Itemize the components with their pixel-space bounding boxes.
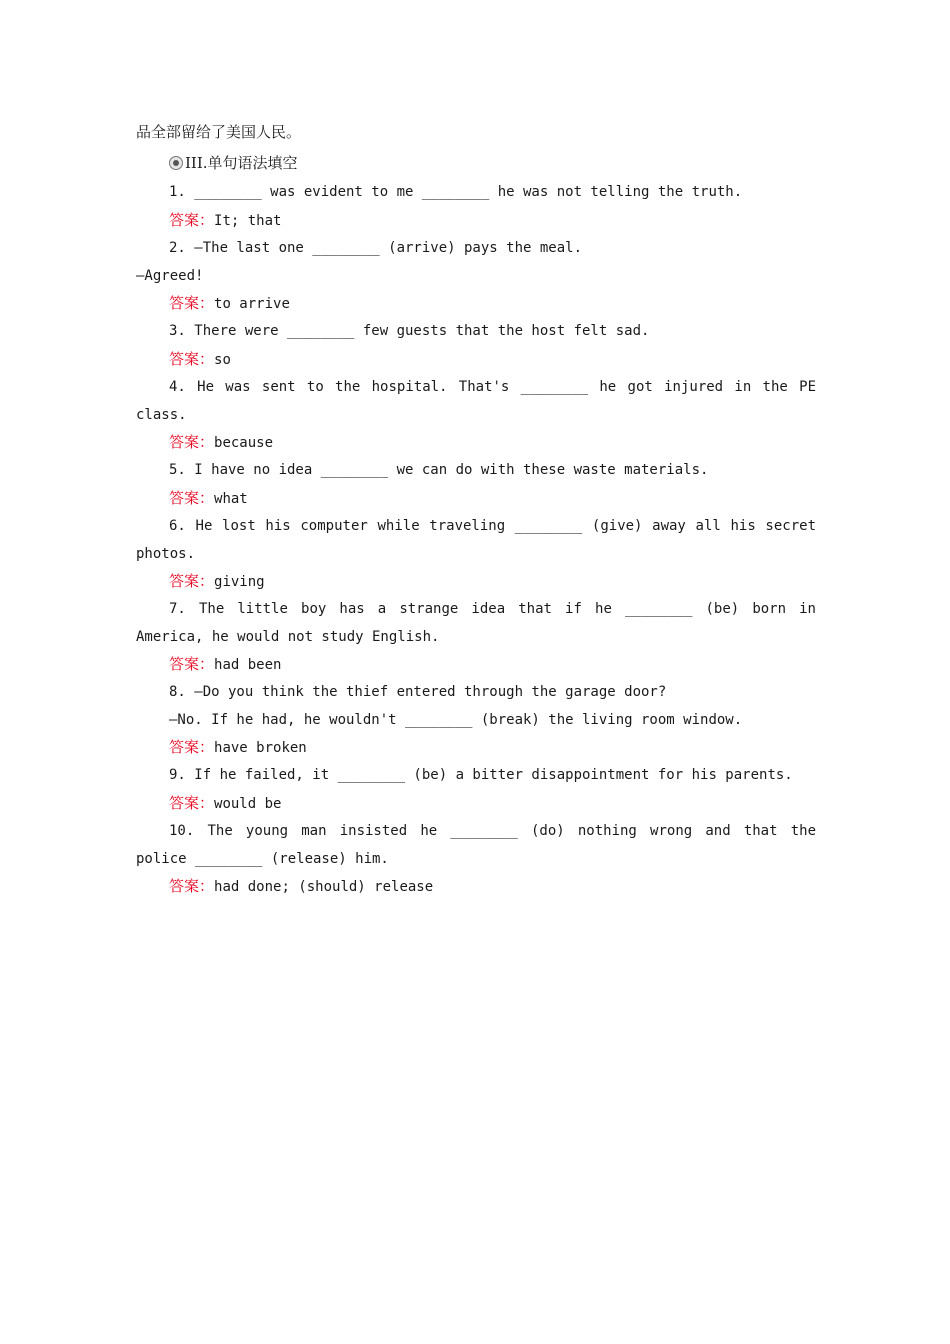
answer-text: It; that [214, 213, 282, 229]
question-4-cont: class. [136, 407, 187, 423]
intro-text: 品全部留给了美国人民。 [136, 123, 302, 141]
section-heading [169, 153, 816, 173]
question-10: 10. The young man insisted he ________ (do) nothing wrong and that the [169, 823, 816, 839]
answer-text: what [214, 491, 248, 507]
answer-text: so [214, 352, 231, 368]
section-heading-text: III.单句语法填空 [185, 154, 298, 172]
radio-bullet-icon [169, 156, 183, 170]
answer-text: giving [214, 574, 265, 590]
answer-label: 答案： [169, 877, 215, 895]
answer-10 [169, 876, 816, 897]
answer-text: have broken [214, 740, 307, 756]
answer-label: 答案： [169, 211, 215, 229]
question-1: 1. ________ was evident to me ________ he was not telling the truth. [169, 184, 743, 200]
answer-text: because [214, 435, 274, 451]
answer-9 [169, 793, 816, 814]
answer-label: 答案： [169, 350, 215, 368]
answer-text: to arrive [214, 296, 290, 312]
answer-text: had done; (should) release [214, 879, 434, 895]
answer-3 [169, 349, 816, 370]
question-6: 6. He lost his computer while traveling ________ (give) away all his secret [169, 518, 816, 534]
question-8-reply: —No. If he had, he wouldn't ________ (break) the living room window. [169, 712, 743, 728]
question-10-cont: police ________ (release) him. [136, 851, 389, 867]
question-8: 8. —Do you think the thief entered through the garage door? [169, 684, 667, 700]
answer-label: 答案： [169, 489, 215, 507]
answer-text: had been [214, 657, 282, 673]
answer-6 [169, 571, 816, 592]
question-7-cont: America, he would not study English. [136, 629, 440, 645]
question-9: 9. If he failed, it ________ (be) a bitter disappointment for his parents. [169, 767, 793, 783]
answer-1 [169, 210, 816, 231]
answer-label: 答案： [169, 572, 215, 590]
answer-label: 答案： [169, 655, 215, 673]
answer-label: 答案： [169, 794, 215, 812]
question-3: 3. There were ________ few guests that the host felt sad. [169, 323, 650, 339]
answer-label: 答案： [169, 294, 215, 312]
answer-text: would be [214, 796, 282, 812]
answer-label: 答案： [169, 433, 215, 451]
answer-label: 答案： [169, 738, 215, 756]
answer-5 [169, 488, 816, 509]
question-6-cont: photos. [136, 546, 196, 562]
question-5: 5. I have no idea ________ we can do with these waste materials. [169, 462, 709, 478]
question-4: 4. He was sent to the hospital. That's ________ he got injured in the PE [169, 379, 816, 395]
answer-4 [169, 432, 816, 453]
question-2: 2. —The last one ________ (arrive) pays the meal. [169, 240, 583, 256]
question-7: 7. The little boy has a strange idea that if he ________ (be) born in [169, 601, 816, 617]
answer-7 [169, 654, 816, 675]
answer-8 [169, 737, 816, 758]
question-2-reply: —Agreed! [136, 268, 204, 284]
answer-2 [169, 293, 816, 314]
